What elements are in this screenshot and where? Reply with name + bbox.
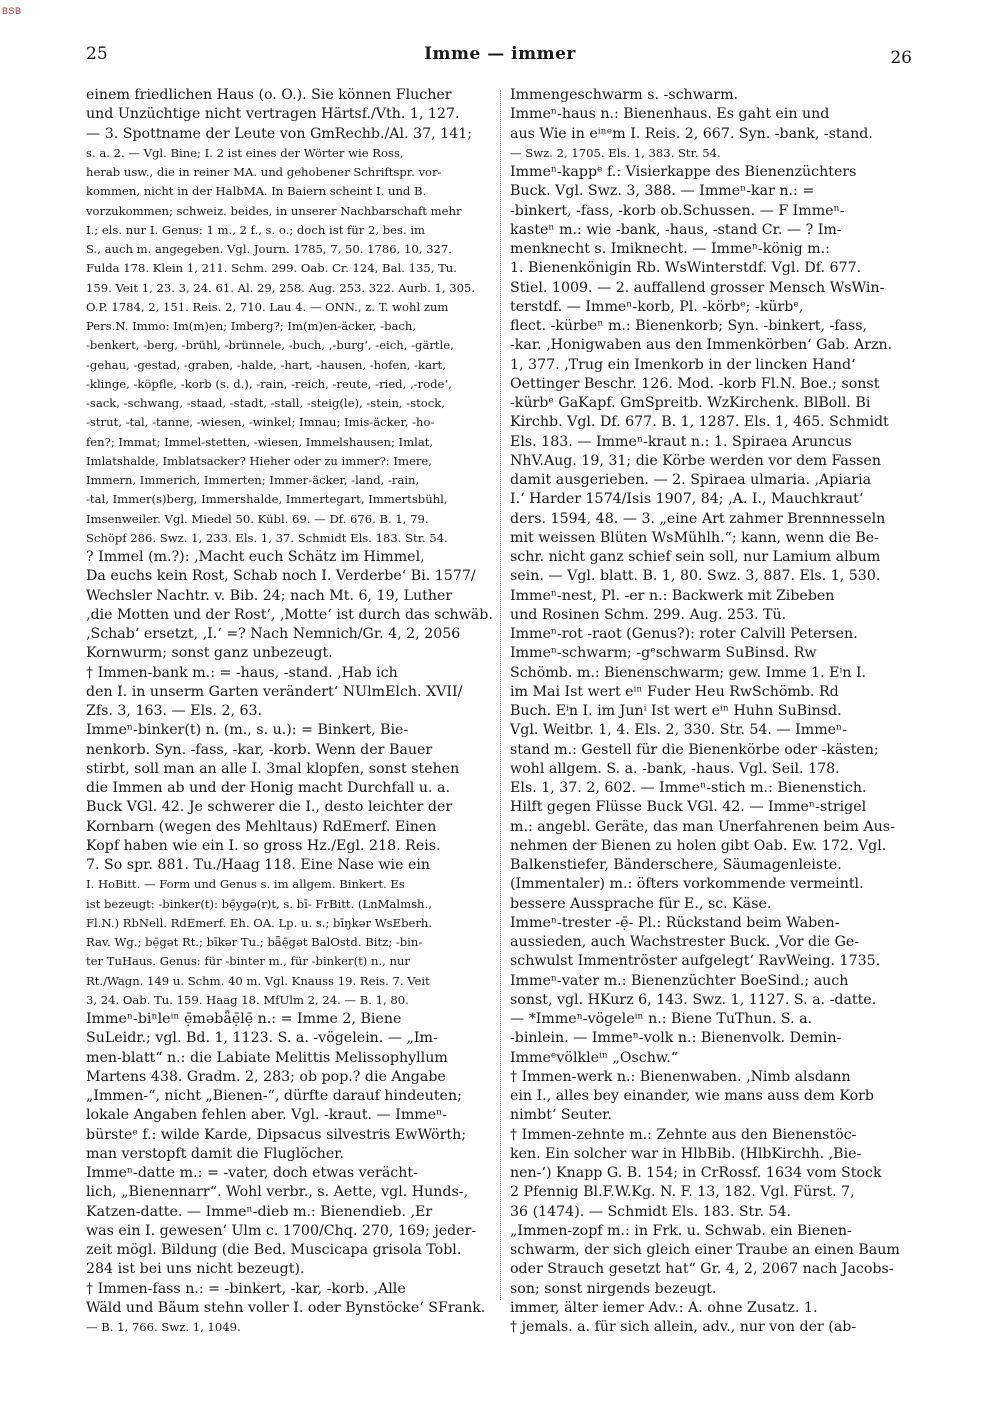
text-line: SuLeidr.; vgl. Bd. 1, 1123. S. a. -vögelein. — „Im- — [86, 1030, 438, 1047]
text-line: Fulda 178. Klein 1, 211. Schm. 299. Oab. Cr. 124, Bal. 135, Tu. — [86, 261, 457, 276]
text-line: „Immen-zopf m.: in Frk. u. Schwab. ein Bienen- — [510, 1222, 852, 1239]
text-line: kommen, nicht in der HalbMA. In Baiern scheint I. und B. — [86, 184, 427, 199]
text-line: — 3. Spottname der Leute von GmRechb./Al. 37, 141; — [86, 125, 473, 142]
text-line: Immeⁿ-binker(t) n. (m., s. u.): = Binkert, Bie- — [86, 722, 409, 739]
text-line: — B. 1, 766. Swz. 1, 1049. — [86, 1320, 241, 1334]
text-line: 1. Bienenkönigin Rb. WsWinterstdf. Vgl. Df. 677. — [510, 260, 862, 277]
text-line: terstdf. — Immeⁿ-korb, Pl. -körbᵉ; -kürbᵉ, — [510, 298, 804, 315]
text-line: oder Strauch gesetzt hat“ Gr. 4, 2, 2067 nach Jacobs- — [510, 1261, 894, 1278]
text-line: die Immen ab und der Honig macht Durchfall u. a. — [86, 780, 450, 796]
text-line: Imsenweiler. Vgl. Miedel 50. Kübl. 69. — Df. 676. B. 1, 79. — [86, 511, 429, 526]
text-line: Buck VGl. 42. Je schwerer die I., desto leichter der — [86, 799, 453, 816]
text-line: ein I., alles bey einander, wie mans auss dem Korb — [510, 1088, 874, 1104]
text-line: Immeⁿ-kappᵉ f.: Visierkappe des Bienenzüchters — [510, 164, 857, 180]
text-line: ter TuHaus. Genus: für -binter m., für -binker(t) n., nur — [86, 954, 410, 969]
text-line: † Immen-fass n.: = -binkert, -kar, -korb. ‚Alle — [86, 1280, 406, 1297]
text-line: — *Immeⁿ-vögeleⁱⁿ n.: Biene TuThun. S. a. — [510, 1011, 813, 1027]
library-stamp: BSB — [2, 6, 22, 16]
text-line: immer, älter iemer Adv.: A. ohne Zusatz. 1. — [510, 1299, 818, 1316]
text-line: kasteⁿ m.: wie -bank, -haus, -stand Cr. — ? Im- — [510, 221, 842, 238]
text-line: nen-‘) Knapp G. B. 154; in CrRossf. 1634 vom Stock — [510, 1165, 882, 1181]
text-line: und Unzüchtige nicht vertragen Härtsf./Vth. 1, 127. — [86, 106, 460, 123]
text-line: O.P. 1784, 2, 151. Reis. 2, 710. Lau 4. — ONN., z. T. wohl zum — [86, 299, 449, 314]
text-line: -binlein. — Immeⁿ-volk n.: Bienenvolk. Demin- — [510, 1030, 842, 1047]
text-line: schwarm, der sich gleich einer Traube an einen Baum — [510, 1242, 900, 1258]
text-line: s. a. 2. — Vgl. Bine; I. 2 ist eines der Wörter wie Ross, — [86, 145, 404, 160]
text-line: Hilft gegen Flüsse Buck VGl. 42. — Immeⁿ-strigel — [510, 799, 867, 816]
text-line: † Immen-zehnte m.: Zehnte aus den Bienenstöc- — [510, 1126, 857, 1143]
text-line: sein. — Vgl. blatt. B. 1, 80. Swz. 3, 887. Els. 1, 530. — [510, 568, 881, 585]
text-line: einem friedlichen Haus (o. O.). Sie können Flucher — [86, 87, 452, 103]
text-line: stirbt, soll man an alle I. 3mal klopfen, sonst stehen — [86, 760, 460, 777]
text-line: ‚die Motten und der Rost‘, ‚Motte‘ ist durch das schwäb. — [86, 606, 493, 623]
text-line: Immeⁿ-nest, Pl. -er n.: Backwerk mit Zibeben — [510, 587, 835, 604]
text-line: schr. nicht ganz schief sein soll, nur Lamium album — [510, 549, 881, 565]
text-line: Kopf haben wie ein I. so gross Hz./Egl. 218. Reis. — [86, 837, 441, 854]
text-line: -tal, Immer(s)berg, Immershalde, Immertegart, Immertsbühl, — [86, 492, 448, 507]
text-line: Wäld und Bäum stehn voller I. oder Bynstöcke‘ SFrank. — [86, 1299, 486, 1316]
text-line: wohl allgem. S. a. -bank, -haus. Vgl. Seil. 178. — [510, 760, 840, 777]
text-line: I.‘ Harder 1574/Isis 1907, 84; ‚A. I., Mauchkraut‘ — [510, 491, 864, 508]
text-line: Kornwurm; sonst ganz unbezeugt. — [86, 645, 333, 662]
text-line: -gehau, -gestad, -graben, -halde, -hart, -hausen, -hofen, -kart, — [86, 357, 446, 372]
text-line: und Rosinen Schm. 299. Aug. 253. Tü. — [510, 606, 787, 623]
left-column — [86, 86, 498, 1337]
text-line: Immeⁿ-trester -ẹ̄- Pl.: Rückstand beim Waben- — [510, 914, 840, 931]
text-line: -sack, -schwang, -staad, -stadt, -stall, -steig(le), -stein, -stock, — [86, 396, 445, 410]
text-line: Rav. Wg.; bẹ̄gət Rt.; bīkər Tu.; bǟẹ̄gət BalOstd. Bitz; -bin- — [86, 935, 423, 949]
running-head: Imme — immer — [424, 44, 576, 64]
text-line: aussieden, auch Wachstrester Buck. ‚Vor die Ge- — [510, 934, 860, 950]
text-line: † jemals. a. für sich allein, adv., nur von der (ab- — [510, 1319, 857, 1335]
text-line: Immeⁿ-rot -raot (Genus?): roter Calvill Petersen. — [510, 626, 858, 642]
text-line: NhV.Aug. 19, 31; die Körbe werden vor dem Fassen — [510, 452, 881, 469]
text-line: 3, 24. Oab. Tu. 159. Haag 18. MfUlm 2, 24. — B. 1, 80. — [86, 992, 409, 1007]
text-line: fen?; Immat; Immel-stetten, -wiesen, Immelshausen; Imlat, — [86, 434, 434, 449]
text-line: man verstopft damit die Fluglöcher. — [86, 1145, 344, 1162]
text-line: Immern, Immerich, Immerten; Immer-äcker, -land, -rain, — [86, 473, 420, 487]
text-line: Stiel. 1009. — 2. auffallend grosser Mensch WsWin- — [510, 279, 885, 296]
text-line: † Immen-bank m.: = -haus, -stand. ‚Hab ich — [86, 664, 398, 681]
text-line: 7. So spr. 881. Tu./Haag 118. Eine Nase wie ein — [86, 857, 431, 873]
text-line: † Immen-werk n.: Bienenwaben. ‚Nimb alsdann — [510, 1068, 851, 1085]
text-line: ? Immel (m.?): ‚Macht euch Schätz im Himmel, — [86, 549, 425, 565]
text-line: men-blatt“ n.: die Labiate Melittis Melissophyllum — [86, 1049, 448, 1066]
text-line: lokale Angaben fehlen aber. Vgl. -kraut. — Immeⁿ- — [86, 1107, 448, 1124]
text-line: den I. in unserm Garten verändert‘ NUlmElch. XVII/ — [86, 683, 463, 700]
text-line: Immeⁿ-biⁿleⁱⁿ ẹ̄məbǟẹ̄lẹ̄ n.: = Imme 2, Biene — [86, 1011, 402, 1027]
text-line: Imlatshalde, Imblatsacker? Hieher oder zu immer?: Imere, — [86, 453, 432, 468]
text-line: ist bezeugt: -binker(t): bẹ̄ygə(r)t, s. bī- FrBitt. (LnMalmsh., — [86, 896, 432, 911]
text-line: Immeⁿ-schwarm; -gᵉschwarm SuBinsd. Rw — [510, 645, 817, 662]
text-line: son; sonst nirgends bezeugt. — [510, 1280, 717, 1297]
text-line: Buck. Vgl. Swz. 3, 388. — Immeⁿ-kar n.: = — [510, 183, 815, 200]
text-line: schwulst Immentröster aufgelegt‘ RavWeing. 1735. — [510, 953, 881, 970]
text-line: -kürbᵉ GaKapf. GmSpreitb. WzKirchenk. BlBoll. Bi — [510, 395, 871, 411]
text-line: nehmen der Bienen zu holen gibt Oab. Ew. 172. Vgl. — [510, 837, 887, 854]
text-line: herab usw., die in reiner MA. und gehobener Schriftspr. vor- — [86, 165, 442, 179]
text-line: Katzen-datte. — Immeⁿ-dieb m.: Bienendieb. ‚Er — [86, 1203, 433, 1220]
text-line: -kar. ‚Honigwaben aus den Immenkörben‘ Gab. Arzn. — [510, 337, 893, 354]
text-line: aus Wie in eⁱⁿᵉm I. Reis. 2, 667. Syn. -bank, -stand. — [510, 125, 873, 142]
text-line: Schömb. m.: Bienenschwarm; gew. Imme 1. Eⁱn I. — [510, 664, 867, 681]
text-line: Wechsler Nachtr. v. Bib. 24; nach Mt. 6, 19, Luther — [86, 587, 453, 604]
text-line: flect. -kürbeⁿ m.: Bienenkorb; Syn. -binkert, -fass, — [510, 318, 868, 334]
text-line: Zfs. 3, 163. — Els. 2, 63. — [86, 703, 263, 719]
text-line: mit weissen Blüten WsMühlh.“; kann, wenn die Be- — [510, 529, 879, 546]
text-line: Immeⁿ-haus n.: Bienenhaus. Es gaht ein und — [510, 106, 830, 123]
text-line: — Swz. 2, 1705. Els. 1, 383. Str. 54. — [510, 145, 721, 160]
text-line: sonst, vgl. HKurz 6, 143. Swz. 1, 1127. S. a. -datte. — [510, 991, 877, 1008]
right-column — [510, 86, 922, 1337]
text-line: Da euchs kein Rost, Schab noch I. Verderbe‘ Bi. 1577/ — [86, 568, 476, 585]
text-line: damit ausgerieben. — 2. Spiraea ulmaria. ‚Apiaria — [510, 472, 872, 488]
text-line: stand m.: Gestell für die Bienenkörbe oder -kästen; — [510, 741, 879, 758]
text-line: nimbt‘ Seuter. — [510, 1107, 613, 1124]
text-line: „Immen-“, nicht „Bienen-“, dürfte darauf hindeuten; — [86, 1088, 462, 1104]
text-line: 2 Pfennig Bl.F.W.Kg. N. F. 13, 182. Vgl. Fürst. 7, — [510, 1184, 855, 1201]
text-line: 284 ist bei uns nicht bezeugt). — [86, 1261, 305, 1278]
text-line: S., auch m. angegeben. Vgl. Journ. 1785, 7, 50. 1786, 10, 327. — [86, 242, 452, 256]
text-line: Buch. Eⁱn I. im Junⁱ Ist wert eⁱⁿ Huhn SuBinsd. — [510, 703, 842, 719]
text-line: I. HoBitt. — Form und Genus s. im allgem. Binkert. Es — [86, 877, 405, 892]
text-line: I.; els. nur I. Genus: 1 m., 2 f., s. o.; doch ist für 2, bes. im — [86, 222, 426, 237]
column-divider — [500, 90, 501, 1300]
text-line: lich, „Bienennarr“. Wohl verbr., s. Aette, vgl. Hunds-, — [86, 1184, 469, 1201]
text-line: ders. 1594, 48. — 3. „eine Art zahmer Brennnesseln — [510, 510, 886, 527]
page-number-left: 25 — [86, 44, 108, 64]
text-line: Kornbarn (wegen des Mehltaus) RdEmerf. Einen — [86, 818, 437, 835]
text-line: 159. Veit 1, 23. 3, 24. 61. Al. 29, 258. Aug. 253. 322. Aurb. 1, 305. — [86, 280, 476, 295]
text-line: Vgl. Weitbr. 1, 4. Els. 2, 330. Str. 54. — Immeⁿ- — [510, 722, 847, 739]
text-line: Pers.N. Immo: Im(m)en; Imberg?; Im(m)en-äcker, -bach, — [86, 319, 417, 333]
text-line: (Immentaler) m.: öfters vorkommende vermeintl. — [510, 876, 864, 893]
text-line: bürsteᵉ f.: wilde Karde, Dipsacus silvestris EwWörth; — [86, 1126, 466, 1143]
text-line: Immeⁿ-datte m.: = -vater, doch etwas verächt- — [86, 1165, 418, 1181]
text-line: Kirchb. Vgl. Df. 677. B. 1, 1287. Els. 1, 465. Schmidt — [510, 414, 889, 431]
text-line: ‚Schab‘ ersetzt, ‚I.‘ =? Nach Nemnich/Gr. 4, 2, 2056 — [86, 626, 461, 642]
text-line: ken. Ein solcher war in HlbBib. (HlbKirchh. ‚Bie- — [510, 1145, 862, 1162]
text-line: menknecht s. Imiknecht. — Immeⁿ-könig m.: — [510, 241, 830, 257]
text-line: Immeⁿ-vater m.: Bienenzüchter BoeSind.; auch — [510, 972, 849, 989]
text-line: -strut, -tal, -tanne, -wiesen, -winkel; Imnau; Imis-äcker, -ho- — [86, 415, 435, 430]
text-line: -benkert, -berg, -brühl, -brünnele, -buch, ‚-burg‘, -eich, -gärtle, — [86, 338, 454, 353]
text-line: Schöpf 286. Swz. 1, 233. Els. 1, 37. Schmidt Els. 183. Str. 54. — [86, 530, 448, 545]
text-line: m.: angebl. Geräte, das man Unerfahrenen beim Aus- — [510, 818, 895, 835]
text-line: im Mai Ist wert eⁱⁿ Fuder Heu RwSchömb. Rd — [510, 683, 839, 700]
text-line: Immeᵉvölkleⁱⁿ „Oschw.“ — [510, 1049, 679, 1066]
text-line: Fl.N.) RbNell. RdEmerf. Eh. OA. Lp. u. s.; bīŋkər WsEberh. — [86, 915, 433, 930]
text-line: Balkenstiefer, Bänderschere, Säumagenleiste. — [510, 857, 842, 873]
text-line: -klinge, -köpfle, -korb (s. d.), -rain, -reich, -reute, -ried, ‚-rode‘, — [86, 376, 452, 391]
text-line: zeit mögl. Bildung (die Bed. Muscicapa grisola Tobl. — [86, 1242, 462, 1258]
text-line: 1, 377. ‚Trug ein Imenkorb in der lincken Hand‘ — [510, 356, 856, 373]
text-line: Martens 438. Gradm. 2, 283; ob pop.? die Angabe — [86, 1068, 446, 1085]
text-line: -binkert, -fass, -korb ob.Schussen. — F Immeⁿ- — [510, 202, 845, 219]
text-line: bessere Aussprache für E., sc. Käse. — [510, 895, 772, 912]
page-header — [0, 42, 1000, 72]
text-line: 36 (1474). — Schmidt Els. 183. Str. 54. — [510, 1203, 792, 1220]
text-line: vorzukommen; schweiz. beides, in unserer Nachbarschaft mehr — [86, 203, 462, 218]
text-line: Els. 1, 37. 2, 602. — Immeⁿ-stich m.: Bienenstich. — [510, 780, 867, 796]
text-line: nenkorb. Syn. -fass, -kar, -korb. Wenn der Bauer — [86, 741, 433, 758]
text-line: Rt./Wagn. 149 u. Schm. 40 m. Vgl. Knauss 19. Reis. 7. Veit — [86, 973, 430, 988]
text-line: was ein I. gewesen‘ Ulm c. 1700/Chq. 270, 169; jeder- — [86, 1222, 477, 1239]
text-line: Els. 183. — Immeⁿ-kraut n.: 1. Spiraea Aruncus — [510, 433, 852, 450]
text-line: Oettinger Beschr. 126. Mod. -korb Fl.N. Boe.; sonst — [510, 375, 880, 392]
page-number-right: 26 — [890, 48, 912, 68]
text-line: Immengeschwarm s. -schwarm. — [510, 87, 739, 103]
